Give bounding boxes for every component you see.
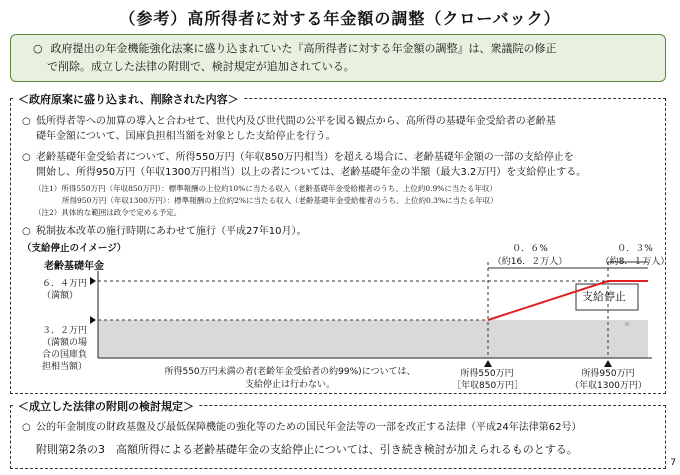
- share-label-1-sub: （約16．２万人）: [492, 257, 568, 267]
- summary-line-2: で削除。成立した法律の附則で、検討規定が追加されている。: [47, 60, 355, 73]
- threshold-2-label: 所得950万円: [581, 369, 635, 379]
- small-arrow-icon: »: [624, 319, 631, 330]
- page-title: （参考）高所得者に対する年金額の調整（クローバック）: [119, 9, 561, 28]
- threshold-2-sub: （年収1300万円）: [570, 381, 647, 391]
- y-label-half-sub-3: 担相当額）: [42, 362, 88, 372]
- chart-title: （支給停止のイメージ）: [22, 243, 127, 254]
- page-number: 7: [670, 458, 676, 468]
- stopped-label: 支給停止: [582, 290, 626, 303]
- y-label-full-sub: （満額）: [42, 291, 79, 301]
- summary-line-1: 政府提出の年金機能強化法案に盛り込まれていた『高所得者に対する年金額の調整』は、衆議院の修正: [50, 42, 557, 55]
- proposal-item-2-line-1: 老齢基礎年金受給者について、所得550万円（年収850万円相当）を超える場合に、老齢基礎年金額の一部の支給停止を: [36, 152, 574, 163]
- y-label-full: ６．４万円: [42, 279, 88, 289]
- below-threshold-note-2: 支給停止は行わない。: [244, 380, 335, 390]
- circle-bullet-icon: ○: [22, 116, 31, 127]
- threshold-1-label: 所得550万円: [460, 369, 514, 379]
- proposal-item-1-line-1: 低所得者等への加算の導入と合わせて、世代内及び世代間の公平を図る観点から、高所得の基礎年金受給者の老齢基: [36, 116, 556, 127]
- threshold-1-sub: ［年収850万円］: [452, 381, 524, 391]
- proposal-item-2-line-2: 開始し、所得950万円（年収1300万円相当）以上の者については、老齢基礎年金の半額（最大3.2万円）を支給停止する。: [36, 167, 587, 178]
- y-marker-full-icon: [90, 277, 96, 285]
- note-1a: （注1）所得550万円（年収850万円）：標準報酬の上位約10%に当たる収入（老齢基礎年金受給権者のうち、上位約0.9%に当たる年収）: [34, 184, 497, 193]
- circle-bullet-icon: ○: [22, 152, 31, 163]
- y-label-half-sub-1: （満額の場: [42, 338, 88, 348]
- original-proposal-heading: ＜政府原案に盛り込まれ、削除された内容＞: [14, 91, 243, 107]
- x-marker-950-icon: [604, 360, 612, 367]
- x-marker-550-icon: [484, 360, 492, 367]
- y-marker-half-icon: [90, 316, 96, 324]
- enacted-law-box: [10, 405, 666, 469]
- proposal-item-1-line-2: 礎年金額について、国庫負担相当額を対象とした支給停止を行う。: [36, 131, 336, 142]
- share-label-2: ０．３%: [617, 244, 653, 254]
- below-threshold-note-1: 所得550万円未満の者(老齢年金受給者の約99%)については、: [164, 367, 416, 377]
- law-article-body: 高額所得による老齢基礎年金の支給停止については、引き続き検討が加えられるものとする。: [116, 443, 578, 456]
- law-article-ref: 附則第2条の3: [36, 443, 105, 456]
- law-item-1: [22, 420, 662, 435]
- share-label-1: ０．６%: [512, 244, 548, 254]
- chart-ylabel: 老齢基礎年金: [44, 261, 104, 272]
- share-label-2-sub: （約8．１万人）: [600, 257, 670, 267]
- circle-bullet-icon: ○: [33, 42, 43, 55]
- law-item-2: [36, 442, 666, 457]
- circle-bullet-icon: ○: [22, 422, 31, 433]
- note-2: （注2）具体的な範囲は政令で定める予定。: [34, 208, 182, 217]
- y-label-half: ３．２万円: [42, 326, 88, 336]
- note-1b: 所得950万円（年収1300万円）：標準報酬の上位約2%に当たる収入（老齢基礎年金受給権者のうち、上位約0.3%に当たる年収）: [62, 196, 498, 205]
- enacted-law-heading: ＜成立した法律の附則の検討規定＞: [14, 398, 198, 414]
- y-label-half-sub-2: 合の国庫負: [42, 350, 88, 360]
- circle-bullet-icon: ○: [22, 226, 31, 237]
- law-item-1-text: 公的年金制度の財政基盤及び最低保障機能の強化等のための国民年金法等の一部を改正する法律（平成24年法律第62号）: [36, 422, 582, 433]
- proposal-item-3-text: 税制抜本改革の施行時期にあわせて施行（平成27年10月）。: [36, 226, 307, 237]
